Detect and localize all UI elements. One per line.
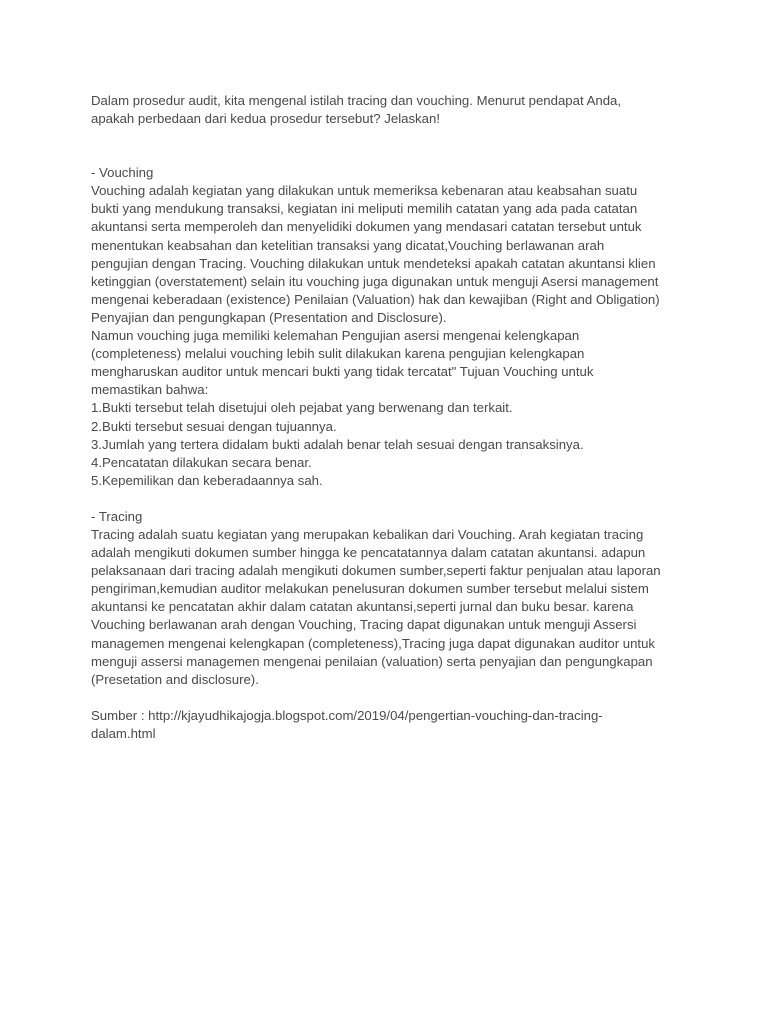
tracing-heading: - Tracing <box>91 508 143 524</box>
source-citation: Sumber : http://kjayudhikajogja.blogspot.com/2019/04/pengertian-vouching-dan-tracing-dalam.html <box>91 707 603 741</box>
list-item: 1.Bukti tersebut telah disetujui oleh pejabat yang berwenang dan terkait. <box>91 400 513 416</box>
vouching-heading: - Vouching <box>91 165 154 181</box>
list-item: 4.Pencatatan dilakukan secara benar. <box>91 454 312 470</box>
question-text: Dalam prosedur audit, kita mengenal istilah tracing dan vouching. Menurut pendapat Anda, apakah perbedaan dari kedua prosedur tersebut? Jelaskan! <box>91 93 622 127</box>
document-body <box>91 92 661 743</box>
list-item: 2.Bukti tersebut sesuai dengan tujuannya. <box>91 418 337 434</box>
list-item: 5.Kepemilikan dan keberadaannya sah. <box>91 472 323 488</box>
vouching-paragraph-2: Namun vouching juga memiliki kelemahan Pengujian asersi mengenai kelengkapan (completeness) melalui vouching lebih sulit dilakukan karena pengujian kelengkapan mengharuskan auditor untuk mencari bukti yang tidak tercatat" Tujuan Vouching untuk memastikan bahwa: <box>91 328 594 398</box>
spacer <box>91 490 661 508</box>
tracing-paragraph: Tracing adalah suatu kegiatan yang merupakan kebalikan dari Vouching. Arah kegiatan tracing adalah mengikuti dokumen sumber hingga ke pencatatannya dalam catatan akuntansi. adapun pelaksanaan dari tracing adalah mengikuti dokumen sumber,seperti faktur penjualan atau laporan pengiriman,kemudian auditor melakukan penelusuran dokumen sumber tersebut melalui sistem akuntansi ke pencatatan akhir dalam catatan akuntansi,seperti jurnal dan buku besar. karena Vouching berlawanan arah dengan Vouching, Tracing dapat digunakan untuk menguji Assersi managemen mengenai kelengkapan (completeness),Tracing juga dapat digunakan auditor untuk menguji assersi managemen mengenai penilaian (valuation) serta penyajian dan pengungkapan (Presetation and disclosure). <box>91 526 661 687</box>
vouching-paragraph-1: Vouching adalah kegiatan yang dilakukan untuk memeriksa kebenaran atau keabsahan suatu bukti yang mendukung transaksi, kegiatan ini meliputi memilih catatan yang ada pada catatan akuntansi serta memperoleh dan menyelidiki dokumen yang mendasari catatan tersebut untuk menentukan keabsahan dan ketelitian transaksi yang dicatat,Vouching berlawanan arah pengujian dengan Tracing. Vouching dilakukan untuk mendeteksi apakah catatan akuntansi klien ketinggian (overstatement) selain itu vouching juga digunakan untuk menguji Asersi management mengenai keberadaan (existence) Penilaian (Valuation) hak dan kewajiban (Right and Obligation) Penyajian dan pengungkapan (Presentation and Disclosure). <box>91 183 660 325</box>
list-item: 3.Jumlah yang tertera didalam bukti adalah benar telah sesuai dengan transaksinya. <box>91 436 584 452</box>
vouching-list <box>91 399 661 489</box>
spacer <box>91 689 661 707</box>
